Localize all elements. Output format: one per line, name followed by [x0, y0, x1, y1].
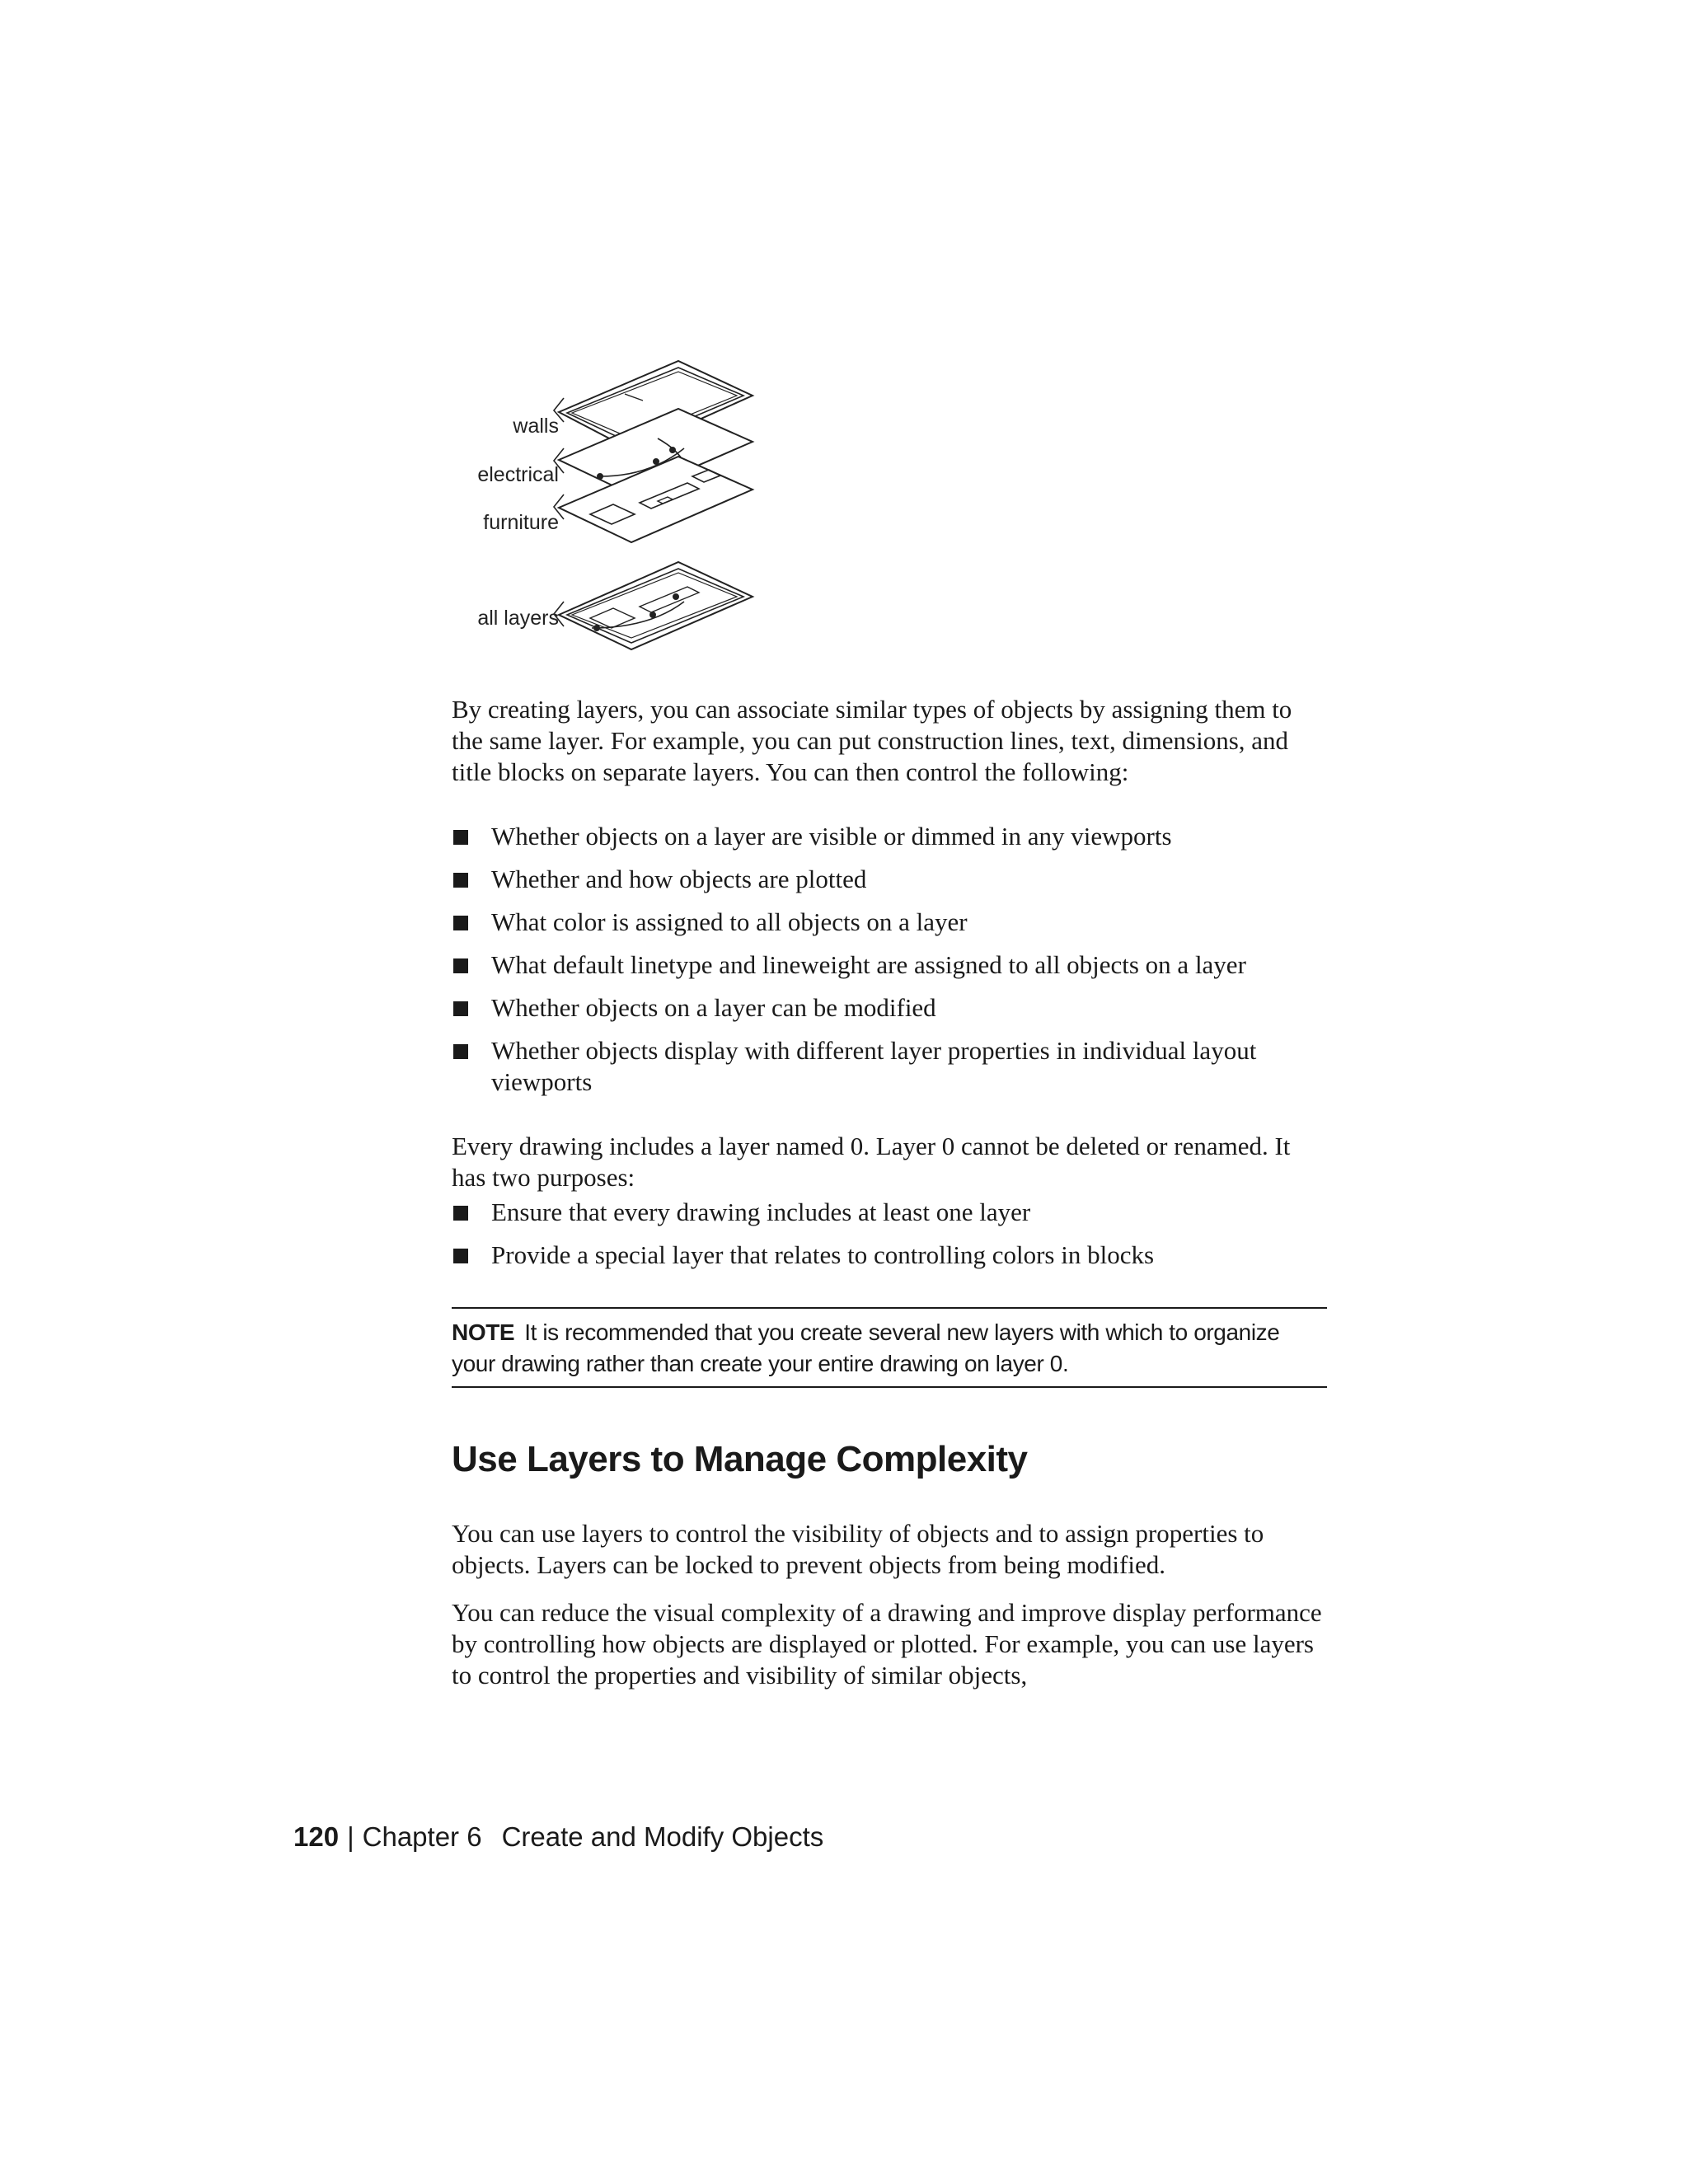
section-paragraph: You can reduce the visual complexity of a drawing and improve display performance by controlling how objects are displayed or plotted. For example, you can use layers to control the properties and visibility of similar objects, — [452, 1598, 1322, 1690]
layers-illustration — [452, 353, 765, 682]
page-number: 120 — [293, 1821, 340, 1852]
chapter-title: Create and Modify Objects — [501, 1821, 824, 1852]
control-list — [452, 821, 1327, 1098]
list-item: Whether objects on a layer are visible or dimmed in any viewports — [452, 821, 1327, 852]
bullet-square-icon — [453, 873, 468, 888]
figure-label-all-layers: all layers — [477, 607, 559, 630]
all-layers-plane — [559, 562, 753, 649]
bullet-square-icon — [453, 958, 468, 973]
bullet-square-icon — [453, 1249, 468, 1263]
bullet-square-icon — [453, 1206, 468, 1221]
list-item: What default linetype and lineweight are assigned to all objects on a layer — [452, 949, 1327, 981]
list-item: Whether and how objects are plotted — [452, 864, 1327, 895]
list-item: Ensure that every drawing includes at least one layer — [452, 1197, 1327, 1228]
list-item: Provide a special layer that relates to controlling colors in blocks — [452, 1240, 1327, 1271]
figure-label-electrical: electrical — [477, 463, 559, 486]
note-label: NOTE — [452, 1319, 515, 1345]
footer-separator: | — [347, 1821, 354, 1852]
bullet-square-icon — [453, 916, 468, 930]
section-paragraph: You can use layers to control the visibility of objects and to assign properties to objects. Layers can be locked to prevent objects from being modified. — [452, 1519, 1264, 1579]
bullet-square-icon — [453, 830, 468, 845]
bullet-square-icon — [453, 1044, 468, 1059]
list-item: What color is assigned to all objects on a layer — [452, 907, 1327, 938]
chapter-label: Chapter 6 — [362, 1821, 482, 1852]
section-heading: Use Layers to Manage Complexity — [452, 1439, 1028, 1479]
list-item: Whether objects display with different layer properties in individual layout viewports — [452, 1035, 1327, 1098]
purpose-list — [452, 1197, 1327, 1271]
note-text: It is recommended that you create several new layers with which to organize your drawing rather than create your entire drawing on layer 0. — [452, 1319, 1280, 1376]
figure-label-furniture: furniture — [483, 511, 559, 534]
layer0-paragraph: Every drawing includes a layer named 0. Layer 0 cannot be deleted or renamed. It has two purposes: — [452, 1132, 1291, 1192]
page-footer — [293, 1821, 823, 1853]
note-box — [452, 1307, 1327, 1388]
bullet-square-icon — [453, 1001, 468, 1016]
intro-paragraph: By creating layers, you can associate similar types of objects by assigning them to the same layer. For example, you can put construction lines, text, dimensions, and title blocks on separate layers. You can then control the following: — [452, 695, 1292, 786]
list-item: Whether objects on a layer can be modified — [452, 992, 1327, 1024]
figure-label-walls: walls — [513, 415, 559, 438]
